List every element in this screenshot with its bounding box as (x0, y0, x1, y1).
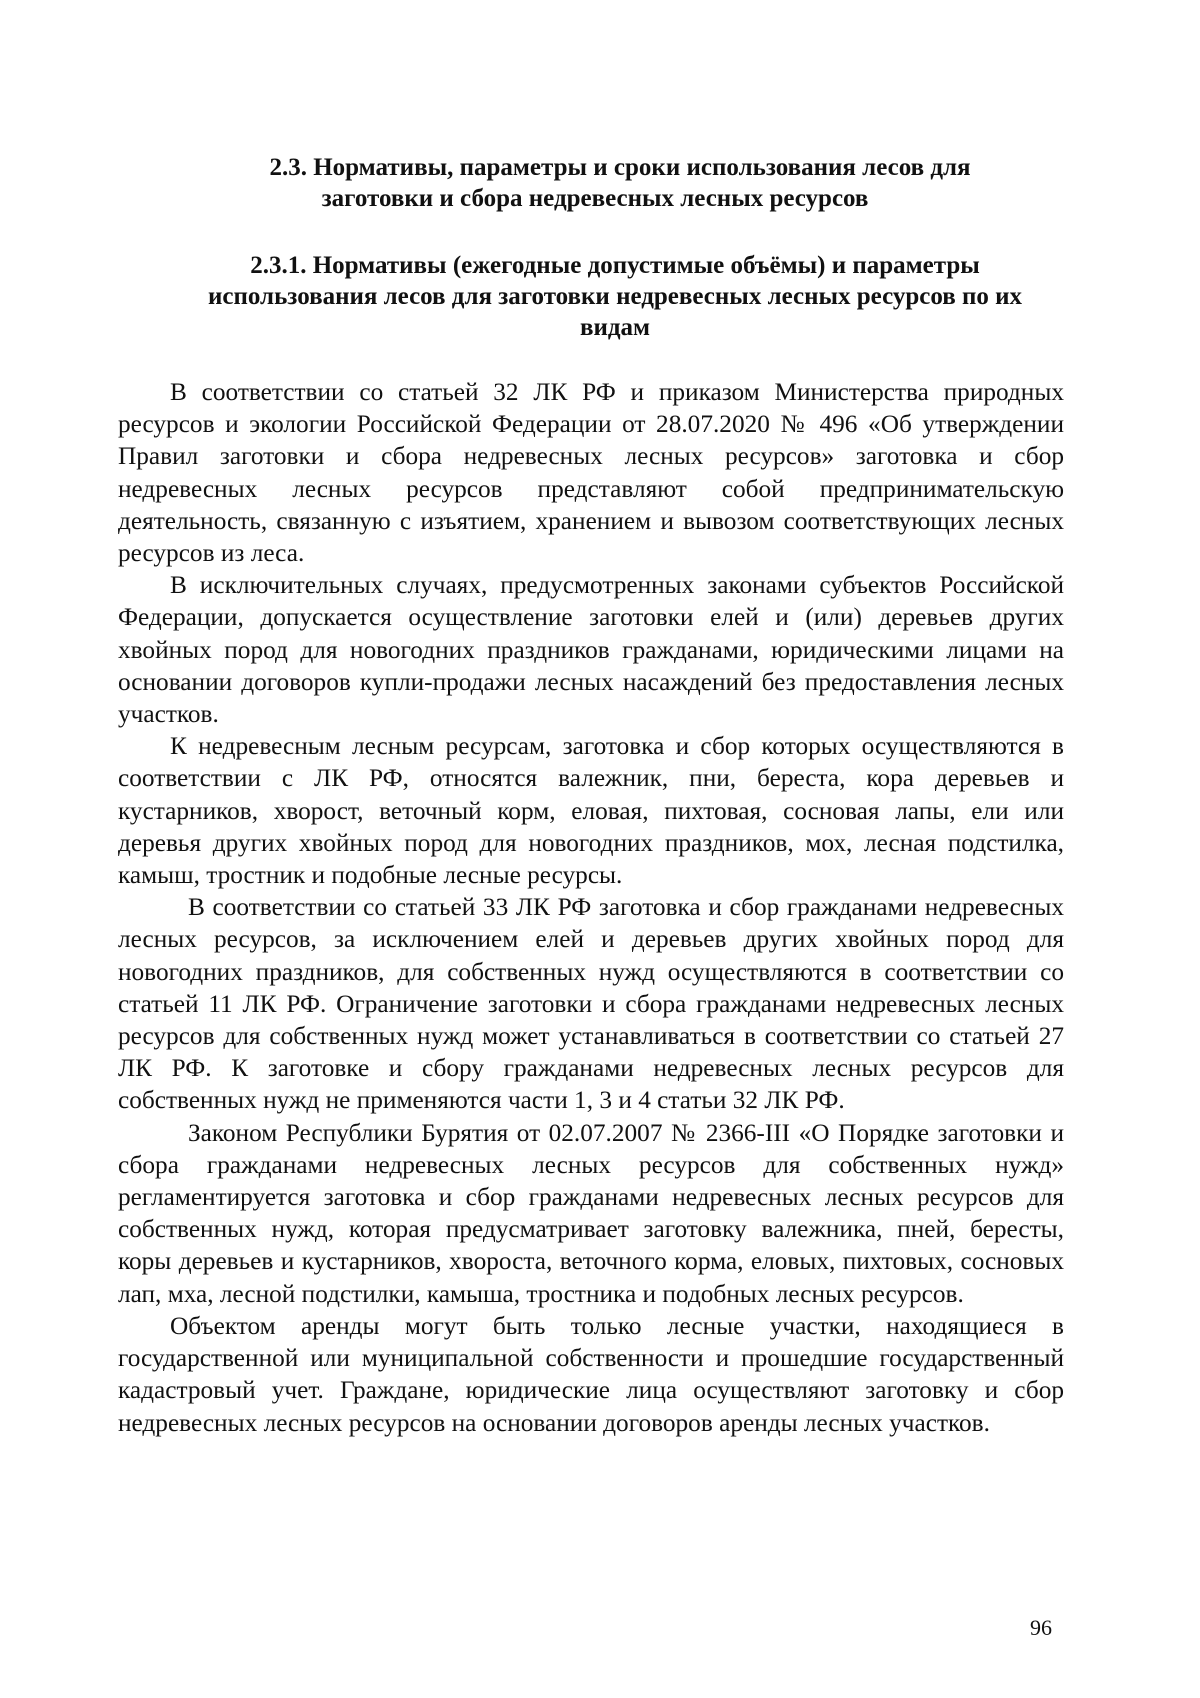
body-text (118, 376, 1064, 1439)
page-number: 96 (1030, 1615, 1052, 1640)
paragraph: Объектом аренды могут быть только лесные участки, находящиеся в государственной или муниципальной собственности и прошедшие государственный кадастровый учет. Граждане, юридические лица осуществляют заготовку и сбор недревесных лесных ресурсов на основании договоров аренды лесных участков. (118, 1311, 1064, 1437)
paragraph: К недревесным лесным ресурсам, заготовка и сбор которых осуществляются в соответствии с ЛК РФ, относятся валежник, пни, береста, кора деревьев и кустарников, хворост, веточный корм, еловая, пихтовая, сосновая лапы, ели или деревья других хвойных пород для новогодних праздников, мох, лесная подстилка, камыш, тростник и подобные лесные ресурсы. (118, 732, 1064, 890)
subsection-title-line-1: 2.3.1. Нормативы (ежегодные допустимые объёмы) и параметры (250, 252, 980, 279)
paragraph: В исключительных случаях, предусмотренных законами субъектов Российской Федерации, допускается осуществление заготовки елей и (или) деревьев других хвойных пород для новогодних праздников гражданами, юридическими лицами на основании договоров купли-продажи лесных насаждений без предоставления лесных участков. (118, 571, 1064, 729)
paragraph: В соответствии со статьей 32 ЛК РФ и приказом Министерства природных ресурсов и экологии Российской Федерации от 28.07.2020 № 496 «Об утверждении Правил заготовки и сбора недревесных лесных ресурсов» заготовка и сбор недревесных лесных ресурсов представляют собой предпринимательскую деятельность, связанную с изъятием, хранением и вывозом соответствующих лесных ресурсов из леса. (118, 378, 1064, 568)
subsection-title-line-2: использования лесов для заготовки недревесных лесных ресурсов по их (207, 283, 1023, 310)
section-title-line-1: 2.3. Нормативы, параметры и сроки использования лесов для (269, 154, 971, 181)
paragraph: Законом Республики Бурятия от 02.07.2007 № 2366-III «О Порядке заготовки и сбора гражданами недревесных лесных ресурсов для собственных нужд» регламентируется заготовка и сбор гражданами недревесных лесных ресурсов для собственных нужд, которая предусматривает заготовку валежника, пней, бересты, коры деревьев и кустарников, хвороста, веточного корма, еловых, пихтовых, сосновых лап, мха, лесной подстилки, камыша, тростника и подобных лесных ресурсов. (118, 1118, 1064, 1308)
subsection-title-line-3: видам (579, 314, 651, 341)
section-title-line-2: заготовки и сбора недревесных лесных ресурсов (321, 185, 869, 212)
paragraph: В соответствии со статьей 33 ЛК РФ заготовка и сбор гражданами недревесных лесных ресурсов, за исключением елей и деревьев других хвойных пород для новогодних праздников, для собственных нужд осуществляются в соответствии со статьей 11 ЛК РФ. Ограничение заготовки и сбора гражданами недревесных лесных ресурсов для собственных нужд может устанавливаться в соответствии со статьей 27 ЛК РФ. К заготовке и сбору гражданами недревесных лесных ресурсов для собственных нужд не применяются части 1, 3 и 4 статьи 32 ЛК РФ. (118, 893, 1064, 1115)
